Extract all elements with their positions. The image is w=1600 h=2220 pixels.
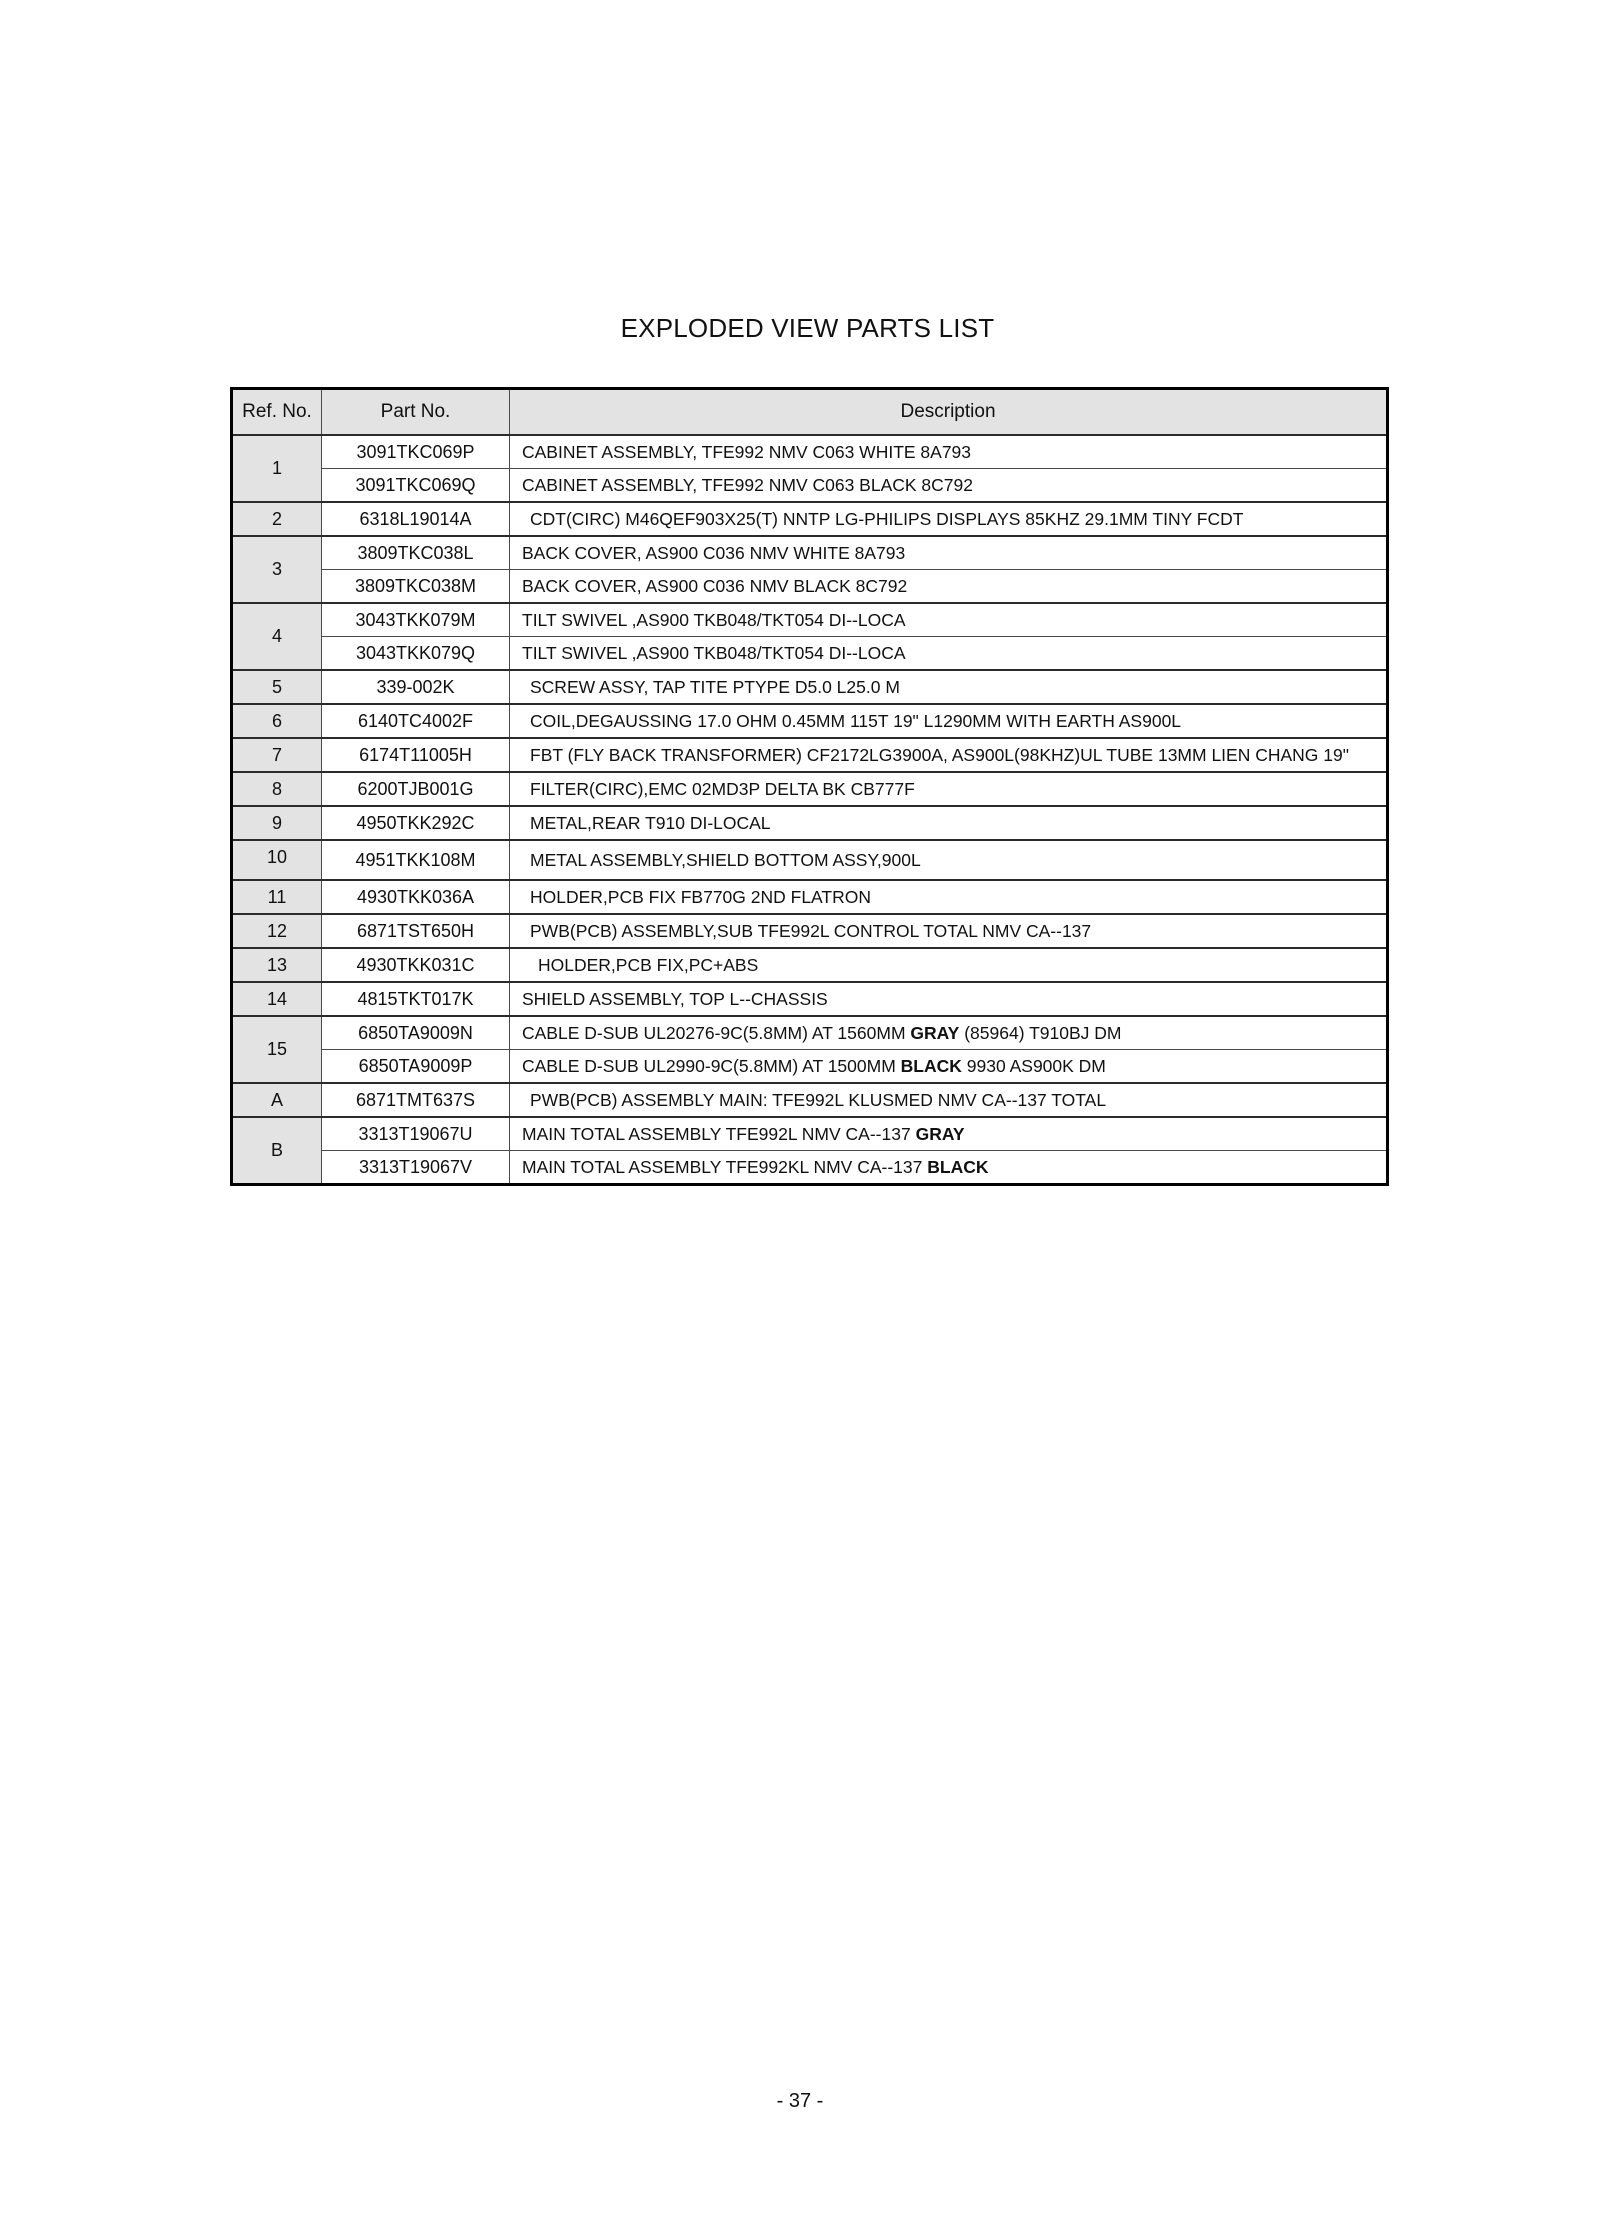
part-no-cell: 3043TKK079M [322, 603, 510, 637]
part-no-cell: 3043TKK079Q [322, 637, 510, 671]
description-cell: COIL,DEGAUSSING 17.0 OHM 0.45MM 115T 19" L1290MM WITH EARTH AS900L [510, 704, 1388, 738]
table-row [232, 1016, 1388, 1050]
description-cell: PWB(PCB) ASSEMBLY MAIN: TFE992L KLUSMED NMV CA--137 TOTAL [510, 1083, 1388, 1117]
part-no-cell: 6871TMT637S [322, 1083, 510, 1117]
table-row [232, 840, 1388, 880]
part-no-cell: 4951TKK108M [322, 840, 510, 880]
description-cell: CABINET ASSEMBLY, TFE992 NMV C063 WHITE 8A793 [510, 435, 1388, 469]
column-header-ref-no: Ref. No. [232, 389, 322, 436]
part-no-cell: 3313T19067U [322, 1117, 510, 1151]
description-cell: FBT (FLY BACK TRANSFORMER) CF2172LG3900A, AS900L(98KHZ)UL TUBE 13MM LIEN CHANG 19" [510, 738, 1388, 772]
ref-no-cell: 13 [232, 948, 322, 982]
ref-no-cell: 4 [232, 603, 322, 670]
part-no-cell: 3091TKC069Q [322, 469, 510, 503]
description-cell: METAL ASSEMBLY,SHIELD BOTTOM ASSY,900L [510, 840, 1388, 880]
part-no-cell: 6318L19014A [322, 502, 510, 536]
part-no-cell: 4930TKK036A [322, 880, 510, 914]
ref-no-cell: 2 [232, 502, 322, 536]
table-row [232, 570, 1388, 604]
table-row [232, 603, 1388, 637]
description-cell: FILTER(CIRC),EMC 02MD3P DELTA BK CB777F [510, 772, 1388, 806]
table-row [232, 637, 1388, 671]
part-no-cell: 4815TKT017K [322, 982, 510, 1016]
table-row [232, 914, 1388, 948]
description-cell: MAIN TOTAL ASSEMBLY TFE992KL NMV CA--137 BLACK [510, 1151, 1388, 1185]
table-header-row [232, 389, 1388, 436]
table-row [232, 1083, 1388, 1117]
description-cell: CABLE D-SUB UL2990-9C(5.8MM) AT 1500MM BLACK 9930 AS900K DM [510, 1050, 1388, 1084]
table-row [232, 738, 1388, 772]
table-row [232, 670, 1388, 704]
description-cell: MAIN TOTAL ASSEMBLY TFE992L NMV CA--137 GRAY [510, 1117, 1388, 1151]
description-cell: SCREW ASSY, TAP TITE PTYPE D5.0 L25.0 M [510, 670, 1388, 704]
description-cell: PWB(PCB) ASSEMBLY,SUB TFE992L CONTROL TOTAL NMV CA--137 [510, 914, 1388, 948]
page-number: - 37 - [776, 2090, 824, 2112]
part-no-cell: 3809TKC038L [322, 536, 510, 570]
ref-no-cell: 12 [232, 914, 322, 948]
table-body [232, 435, 1388, 1185]
page-title: EXPLODED VIEW PARTS LIST [620, 313, 995, 343]
ref-no-cell: 3 [232, 536, 322, 603]
description-cell: BACK COVER, AS900 C036 NMV WHITE 8A793 [510, 536, 1388, 570]
ref-no-cell: 7 [232, 738, 322, 772]
column-header-description: Description [510, 389, 1388, 436]
part-no-cell: 6140TC4002F [322, 704, 510, 738]
description-cell: TILT SWIVEL ,AS900 TKB048/TKT054 DI--LOCA [510, 603, 1388, 637]
table-row [232, 948, 1388, 982]
ref-no-cell: 1 [232, 435, 322, 502]
part-no-cell: 3091TKC069P [322, 435, 510, 469]
description-cell: CDT(CIRC) M46QEF903X25(T) NNTP LG-PHILIPS DISPLAYS 85KHZ 29.1MM TINY FCDT [510, 502, 1388, 536]
table-row [232, 982, 1388, 1016]
part-no-cell: 3809TKC038M [322, 570, 510, 604]
table-row [232, 704, 1388, 738]
ref-no-cell: A [232, 1083, 322, 1117]
description-emphasis: BLACK [927, 1156, 989, 1177]
description-cell: BACK COVER, AS900 C036 NMV BLACK 8C792 [510, 570, 1388, 604]
part-no-cell: 6200TJB001G [322, 772, 510, 806]
description-cell: CABINET ASSEMBLY, TFE992 NMV C063 BLACK 8C792 [510, 469, 1388, 503]
table-row [232, 502, 1388, 536]
table-row [232, 435, 1388, 469]
ref-no-cell: 5 [232, 670, 322, 704]
table-header [232, 389, 1388, 436]
part-no-cell: 3313T19067V [322, 1151, 510, 1185]
table-row [232, 469, 1388, 503]
description-cell: HOLDER,PCB FIX,PC+ABS [510, 948, 1388, 982]
description-emphasis: BLACK [900, 1055, 962, 1076]
ref-no-cell: 11 [232, 880, 322, 914]
part-no-cell: 6850TA9009P [322, 1050, 510, 1084]
ref-no-cell: B [232, 1117, 322, 1185]
ref-no-cell: 14 [232, 982, 322, 1016]
description-cell: METAL,REAR T910 DI-LOCAL [510, 806, 1388, 840]
table-row [232, 1151, 1388, 1185]
ref-no-cell: 15 [232, 1016, 322, 1083]
description-cell: SHIELD ASSEMBLY, TOP L--CHASSIS [510, 982, 1388, 1016]
description-emphasis: GRAY [915, 1123, 965, 1144]
table-row [232, 880, 1388, 914]
table-row [232, 806, 1388, 840]
exploded-view-parts-table [230, 387, 1389, 1186]
table-row [232, 772, 1388, 806]
column-header-part-no: Part No. [322, 389, 510, 436]
description-cell: TILT SWIVEL ,AS900 TKB048/TKT054 DI--LOCA [510, 637, 1388, 671]
part-no-cell: 339-002K [322, 670, 510, 704]
part-no-cell: 6850TA9009N [322, 1016, 510, 1050]
ref-no-cell: 9 [232, 806, 322, 840]
part-no-cell: 6871TST650H [322, 914, 510, 948]
description-cell: HOLDER,PCB FIX FB770G 2ND FLATRON [510, 880, 1388, 914]
ref-no-cell: 10 [232, 840, 322, 880]
part-no-cell: 6174T11005H [322, 738, 510, 772]
table-row [232, 1117, 1388, 1151]
part-no-cell: 4950TKK292C [322, 806, 510, 840]
table-row [232, 536, 1388, 570]
description-cell: CABLE D-SUB UL20276-9C(5.8MM) AT 1560MM GRAY (85964) T910BJ DM [510, 1016, 1388, 1050]
description-emphasis: GRAY [910, 1022, 960, 1043]
ref-no-cell: 6 [232, 704, 322, 738]
table-row [232, 1050, 1388, 1084]
ref-no-cell: 8 [232, 772, 322, 806]
part-no-cell: 4930TKK031C [322, 948, 510, 982]
